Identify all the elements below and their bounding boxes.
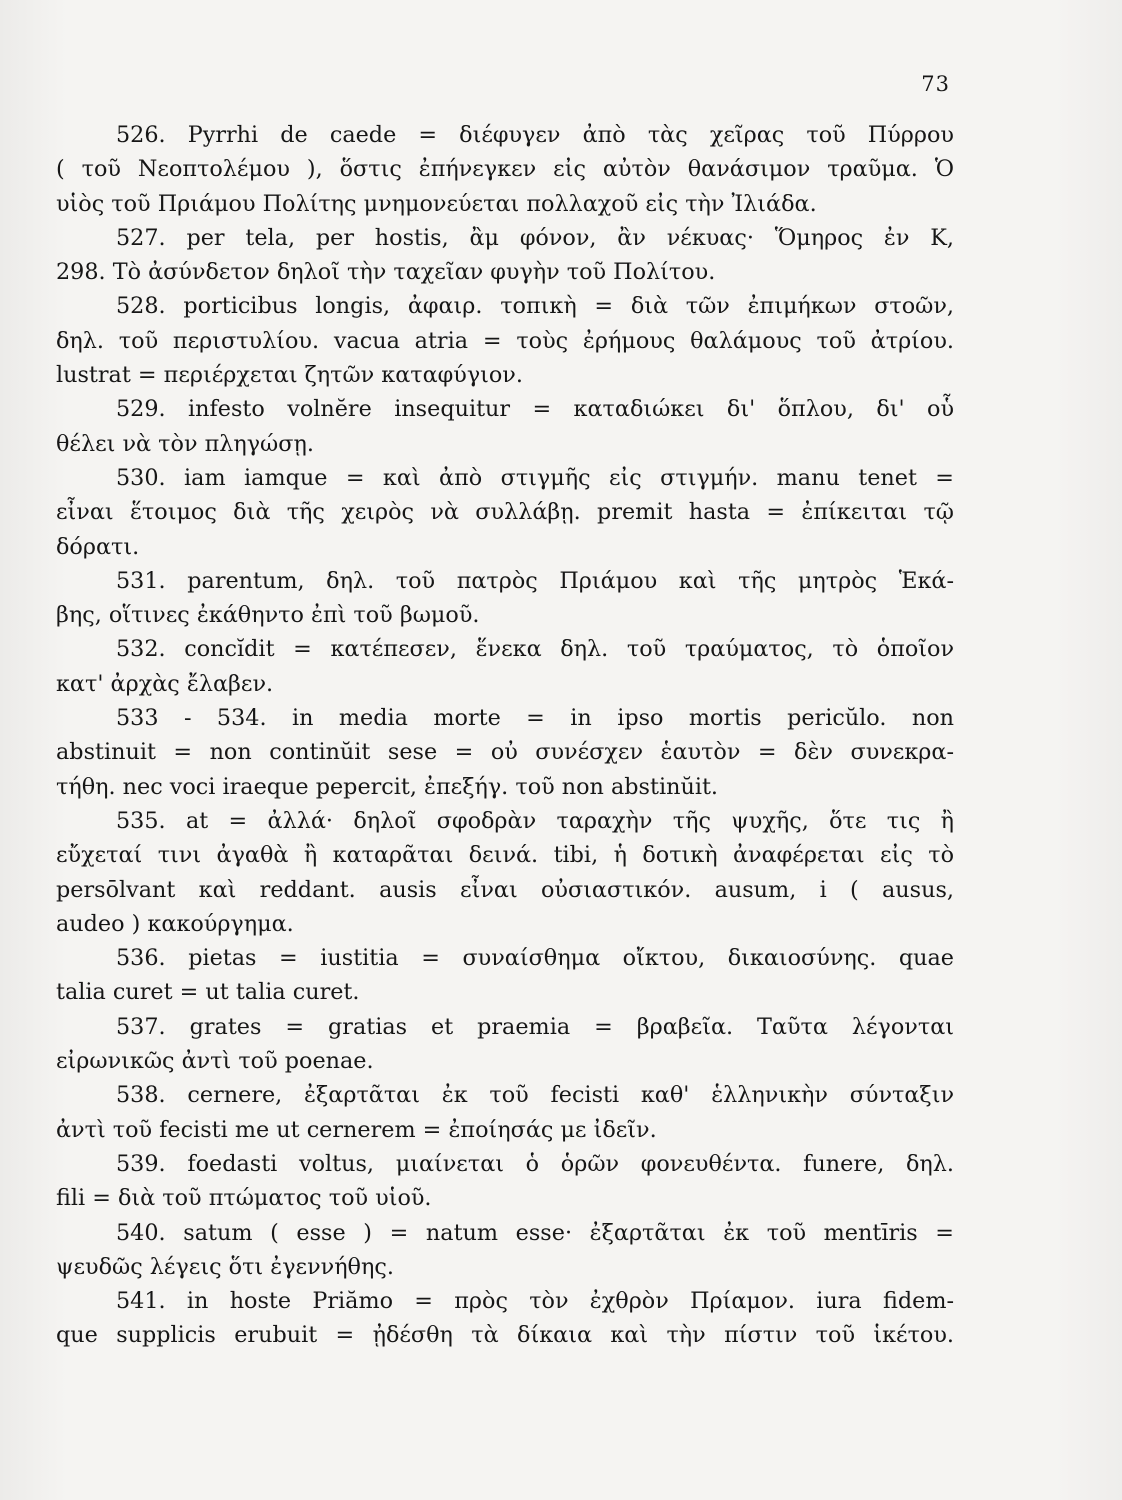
- text-line: que supplicis erubuit = ᾐδέσθη τὰ δίκαια καὶ τὴν πίστιν τοῦ ἱκέτου.: [56, 1322, 954, 1349]
- text-line: 298. Τὸ ἀσύνδετον δηλοῖ τὴν ταχεῖαν φυγὴν τοῦ Πολίτου.: [56, 259, 716, 286]
- text-line: ἀντὶ τοῦ fecisti me ut cernerem = ἐποίησάς με ἰδεῖν.: [56, 1116, 657, 1143]
- text-line: lustrat = περιέρχεται ζητῶν καταφύγιον.: [56, 362, 523, 389]
- entry-line-start: 541. in hoste Priămo = πρὸς τὸν ἐχθρὸν Πρίαμον. iura fidem-: [116, 1288, 954, 1315]
- entry-line-start: 527. per tela, per hostis, ἂμ φόνον, ἂν νέκυας· Ὅμηρος ἐν Κ,: [116, 224, 954, 251]
- entry-line-start: 540. satum ( esse ) = natum esse· ἐξαρτᾶται ἐκ τοῦ mentīris =: [116, 1219, 954, 1246]
- text-line: εἰρωνικῶς ἀντὶ τοῦ poenae.: [56, 1048, 374, 1075]
- text-line: fili = διὰ τοῦ πτώματος τοῦ υἱοῦ.: [56, 1185, 432, 1212]
- entry-line-start: 537. grates = gratias et praemia = βραβεῖα. Ταῦτα λέγονται: [116, 1013, 954, 1040]
- text-line: persōlvant καὶ reddant. ausis εἶναι οὐσιαστικόν. ausum, i ( ausus,: [56, 876, 954, 903]
- text-line: talia curet = ut talia curet.: [56, 979, 360, 1006]
- text-line: κατ' ἀρχὰς ἔλαβεν.: [56, 670, 274, 697]
- entry-line-start: 526. Pyrrhi de caede = διέφυγεν ἀπὸ τὰς χεῖρας τοῦ Πύρρου: [116, 122, 954, 148]
- text-line: ( τοῦ Νεοπτολέμου ), ὅστις ἐπήνεγκεν εἰς αὐτὸν θανάσιμον τραῦμα. Ὁ: [56, 156, 954, 183]
- entry-line-start: 529. infesto volnĕre insequitur = καταδιώκει δι' ὅπλου, δι' οὗ: [116, 396, 954, 423]
- entry-line-start: 531. parentum, δηλ. τοῦ πατρὸς Πριάμου καὶ τῆς μητρὸς Ἑκά-: [116, 567, 954, 594]
- entry-line-start: 539. foedasti voltus, μιαίνεται ὁ ὁρῶν φονευθέντα. funere, δηλ.: [116, 1150, 954, 1177]
- entry-line-start: 532. concĭdit = κατέπεσεν, ἕνεκα δηλ. τοῦ τραύματος, τὸ ὁποῖον: [116, 636, 954, 663]
- text-line: δηλ. τοῦ περιστυλίου. vacua atria = τοὺς ἐρήμους θαλάμους τοῦ ἀτρίου.: [56, 327, 954, 354]
- entry-line-start: 533 - 534. in media morte = in ipso mortis pericŭlo. non: [116, 705, 954, 732]
- text-line: βης, οἵτινες ἐκάθηντο ἐπὶ τοῦ βωμοῦ.: [56, 602, 480, 629]
- text-line: εὔχεταί τινι ἀγαθὰ ἢ καταρᾶται δεινά. tibi, ἡ δοτικὴ ἀναφέρεται εἰς τὸ: [56, 842, 954, 869]
- text-line: υἱὸς τοῦ Πριάμου Πολίτης μνημονεύεται πολλαχοῦ εἰς τὴν Ἰλιάδα.: [56, 190, 817, 217]
- text-line: abstinuit = non continŭit sese = οὐ συνέσχεν ἑαυτὸν = δὲν συνεκρα-: [56, 739, 954, 766]
- text-line: εἶναι ἕτοιμος διὰ τῆς χειρὸς νὰ συλλάβῃ. premit hasta = ἐπίκειται τῷ: [56, 499, 954, 526]
- text-line: audeo ) κακούργημα.: [56, 910, 294, 937]
- commentary-text: [56, 118, 954, 1353]
- entry-line-start: 530. iam iamque = καὶ ἀπὸ στιγμῆς εἰς στιγμήν. manu tenet =: [116, 464, 954, 491]
- text-line: θέλει νὰ τὸν πληγώσῃ.: [56, 430, 314, 457]
- entry-line-start: 528. porticibus longis, ἀφαιρ. τοπικὴ = διὰ τῶν ἐπιμήκων στοῶν,: [116, 293, 954, 320]
- text-line: δόρατι.: [56, 533, 140, 560]
- entry-line-start: 536. pietas = iustitia = συναίσθημα οἴκτου, δικαιοσύνης. quae: [116, 945, 954, 972]
- text-line: ψευδῶς λέγεις ὅτι ἐγεννήθης.: [56, 1253, 394, 1280]
- entry-line-start: 535. at = ἀλλά· δηλοῖ σφοδρὰν ταραχὴν τῆς ψυχῆς, ὅτε τις ἢ: [116, 807, 954, 834]
- page-number: 73: [921, 72, 950, 96]
- text-line: τήθη. nec voci iraeque pepercit, ἐπεξήγ. τοῦ non abstinŭit.: [56, 773, 718, 800]
- entry-line-start: 538. cernere, ἐξαρτᾶται ἐκ τοῦ fecisti καθ' ἑλληνικὴν σύνταξιν: [116, 1082, 954, 1109]
